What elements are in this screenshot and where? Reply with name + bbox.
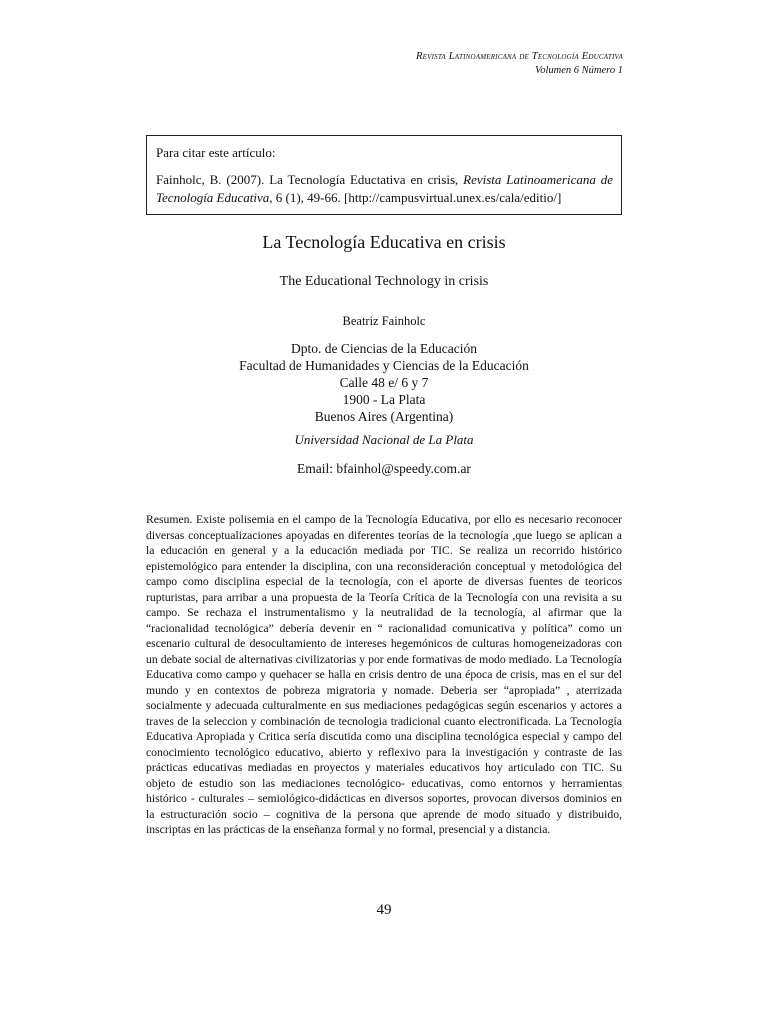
running-header — [416, 50, 623, 78]
citation-reference — [156, 171, 613, 207]
article-title: La Tecnología Educativa en crisis — [262, 232, 506, 252]
citation-journal: Revista Latinoamericana de Tecnología Educativa — [156, 172, 613, 205]
affiliation-line: Calle 48 e/ 6 y 7 — [339, 375, 429, 390]
affiliation-block — [146, 340, 622, 425]
citation-ref-part1: Fainholc, B. (2007). La Tecnología Eductativa en crisis, — [156, 172, 464, 187]
author-name: Beatriz Fainholc — [342, 314, 426, 328]
volume-info: Volumen 6 Número 1 — [535, 65, 623, 76]
abstract-heading: Resumen — [146, 513, 190, 526]
citation-ref-part2: , 6 (1), 49-66. [http://campusvirtual.unex.es/cala/editio/] — [269, 190, 562, 205]
citation-box — [146, 135, 622, 215]
affiliation-line: Dpto. de Ciencias de la Educación — [291, 341, 477, 356]
journal-name: Revista Latinoamericana de Tecnología Educativa — [416, 51, 623, 62]
affiliation-line: Facultad de Humanidades y Ciencias de la Educación — [239, 358, 529, 373]
affiliation-line: Buenos Aires (Argentina) — [314, 409, 454, 424]
abstract-text: . Existe polisemia en el campo de la Tecnología Educativa, por ello es necesario reconocer diversas conceptualizaciones apoyadas en diferentes teorías de la tecnología ,que luego se aplican a la educación en general y a la educación mediada por TIC. Se realiza un recorrido histórico epistemológico para entender la disciplina, con una reconsideración conceptual y metodológica del campo como disciplina especial de la tecnología, con el aporte de diversas fuentes de teoricos rupturistas, para arribar a una propuesta de la Teoría Crítica de la Tecnología con una revisita a su campo. Se rechaza el instrumentalismo y la neutralidad de la tecnología, al afirmar que la “racionalidad tecnológica” debería devenir en “ racionalidad comunicativa y política” como un escenario cultural de desocultamiento de intereses hegemónicos de culturas homogeneizadoras con un debate social de alternativas civilizatorias y por ende formativas de modo mediado. La Tecnología Educativa como campo y quehacer se halla en crisis dentro de una época de crisis, mas en el sur del mundo y en contextos de pobreza migratoria y nomade. Deberia ser “apropiada” , aterrizada socialmente y adecuada culturalmente en sus mediaciones pedagógicas según escenarios y actores a traves de la seleccion y combinación de tecnologia tradicional cuanto electronificada. La Tecnología Educativa Apropiada y Critica sería discutida como una disciplina tecnológica especial y campo del conocimiento tecnológico educativo, abierto y reflexivo para la investigación y contraste de las prácticas educativas mediadas en proyectos y materiales educativos hoy articulado con TIC. Su objeto de estudio son las mediaciones tecnológico- educativas, como entornos y herramientas histórico - culturales – semiológico-didácticas en diversos soportes, provocan diversos dominios en la estructuración socio – cognitiva de la persona que aprende de modo situado y distribuido, inscriptas en las prácticas de la enseñanza formal y no formal, presencial y a distancia. — [146, 513, 622, 836]
author-email: Email: bfainhol@speedy.com.ar — [297, 461, 471, 476]
affiliation-line: 1900 - La Plata — [342, 392, 426, 407]
university-name: Universidad Nacional de La Plata — [294, 432, 474, 447]
article-subtitle: The Educational Technology in crisis — [279, 274, 489, 289]
citation-label: Para citar este artículo: — [156, 145, 276, 160]
abstract — [146, 512, 622, 838]
page-number: 49 — [376, 902, 392, 918]
